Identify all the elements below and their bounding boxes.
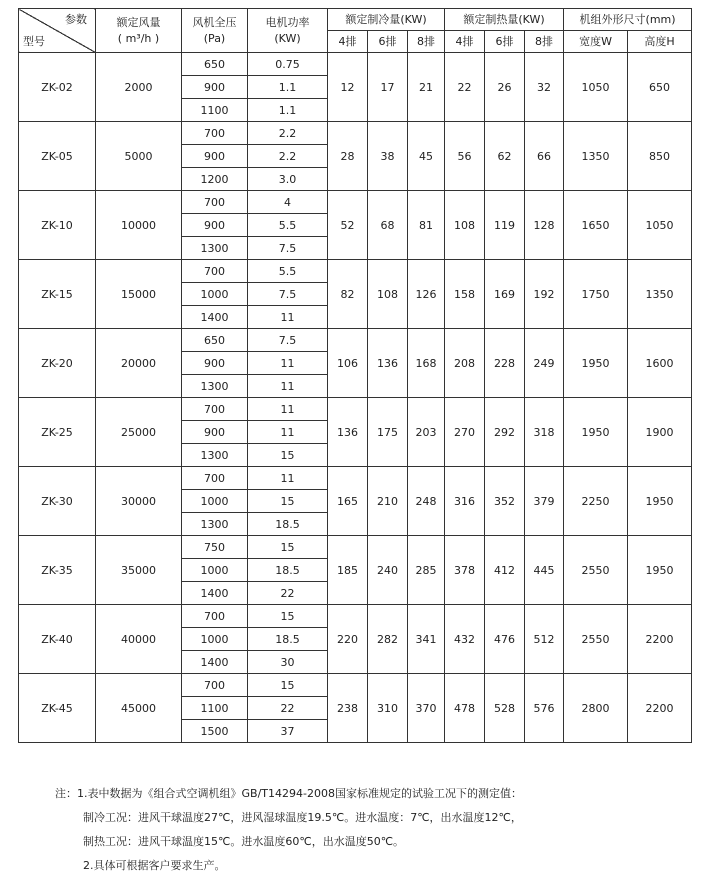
model-cell: ZK-05: [19, 122, 96, 191]
heating-cell: 22: [445, 53, 485, 122]
header-power-label: 电机功率: [265, 16, 310, 29]
note-line-2: 制冷工况：进风干球温度27℃，进风湿球温度19.5℃。进水温度：7℃，出水温度12℃，: [83, 811, 522, 824]
note-line-1: 注：1.表中数据为《组合式空调机组》GB/T14294-2008国家标准规定的试验工况下的测定值：: [55, 787, 522, 800]
table-row: [19, 122, 692, 145]
header-heating-6rows: 6排: [485, 31, 525, 53]
note-line-3: 制热工况：进风干球温度15℃。进水温度60℃，出水温度50℃。: [83, 835, 405, 848]
airflow-cell: 15000: [96, 260, 182, 329]
heating-cell: 528: [485, 674, 525, 743]
header-params: 参数: [65, 13, 87, 26]
header-power: [248, 9, 328, 53]
header-airflow: [96, 9, 182, 53]
power-cell: 5.5: [248, 214, 328, 237]
table-row: [19, 536, 692, 559]
cooling-cell: 68: [368, 191, 408, 260]
power-cell: 15: [248, 490, 328, 513]
pressure-cell: 1300: [182, 375, 248, 398]
heating-cell: 249: [525, 329, 564, 398]
pressure-cell: 900: [182, 145, 248, 168]
cooling-cell: 12: [328, 53, 368, 122]
power-cell: 4: [248, 191, 328, 214]
cooling-cell: 240: [368, 536, 408, 605]
airflow-cell: 35000: [96, 536, 182, 605]
model-cell: ZK-45: [19, 674, 96, 743]
pressure-cell: 1000: [182, 490, 248, 513]
width-cell: 2250: [564, 467, 628, 536]
height-cell: 2200: [628, 605, 692, 674]
heating-cell: 512: [525, 605, 564, 674]
heating-cell: 292: [485, 398, 525, 467]
pressure-cell: 700: [182, 191, 248, 214]
power-cell: 15: [248, 444, 328, 467]
width-cell: 1650: [564, 191, 628, 260]
pressure-cell: 700: [182, 122, 248, 145]
pressure-cell: 700: [182, 605, 248, 628]
model-cell: ZK-40: [19, 605, 96, 674]
height-cell: 1350: [628, 260, 692, 329]
power-cell: 30: [248, 651, 328, 674]
pressure-cell: 900: [182, 421, 248, 444]
table-row: [19, 191, 692, 214]
pressure-cell: 1000: [182, 559, 248, 582]
heating-cell: 208: [445, 329, 485, 398]
cooling-cell: 185: [328, 536, 368, 605]
power-cell: 11: [248, 375, 328, 398]
power-cell: 11: [248, 398, 328, 421]
header-pressure-label: 风机全压: [192, 16, 237, 29]
pressure-cell: 650: [182, 329, 248, 352]
width-cell: 2800: [564, 674, 628, 743]
header-heating: 额定制热量(KW): [445, 9, 564, 31]
cooling-cell: 126: [408, 260, 445, 329]
cooling-cell: 136: [328, 398, 368, 467]
model-cell: ZK-25: [19, 398, 96, 467]
table-row: [19, 398, 692, 421]
pressure-cell: 900: [182, 76, 248, 99]
power-cell: 11: [248, 467, 328, 490]
table-row: [19, 260, 692, 283]
spec-table: [18, 8, 692, 743]
height-cell: 1050: [628, 191, 692, 260]
heating-cell: 445: [525, 536, 564, 605]
heating-cell: 66: [525, 122, 564, 191]
header-width: 宽度W: [564, 31, 628, 53]
power-cell: 1.1: [248, 76, 328, 99]
width-cell: 1950: [564, 329, 628, 398]
cooling-cell: 282: [368, 605, 408, 674]
cooling-cell: 28: [328, 122, 368, 191]
header-heating-4rows: 4排: [445, 31, 485, 53]
airflow-cell: 10000: [96, 191, 182, 260]
cooling-cell: 175: [368, 398, 408, 467]
pressure-cell: 1400: [182, 306, 248, 329]
pressure-cell: 900: [182, 214, 248, 237]
heating-cell: 318: [525, 398, 564, 467]
cooling-cell: 248: [408, 467, 445, 536]
heating-cell: 26: [485, 53, 525, 122]
pressure-cell: 700: [182, 467, 248, 490]
pressure-cell: 1400: [182, 651, 248, 674]
height-cell: 2200: [628, 674, 692, 743]
power-cell: 2.2: [248, 122, 328, 145]
power-cell: 18.5: [248, 513, 328, 536]
power-cell: 11: [248, 421, 328, 444]
header-cooling-8rows: 8排: [408, 31, 445, 53]
cooling-cell: 285: [408, 536, 445, 605]
heating-cell: 316: [445, 467, 485, 536]
header-model: 型号: [23, 35, 45, 48]
pressure-cell: 700: [182, 398, 248, 421]
airflow-cell: 40000: [96, 605, 182, 674]
cooling-cell: 370: [408, 674, 445, 743]
model-cell: ZK-10: [19, 191, 96, 260]
airflow-cell: 5000: [96, 122, 182, 191]
heating-cell: 228: [485, 329, 525, 398]
power-cell: 22: [248, 582, 328, 605]
power-cell: 15: [248, 674, 328, 697]
pressure-cell: 1100: [182, 99, 248, 122]
cooling-cell: 238: [328, 674, 368, 743]
table-header: [19, 9, 692, 53]
power-cell: 1.1: [248, 99, 328, 122]
power-cell: 18.5: [248, 559, 328, 582]
cooling-cell: 45: [408, 122, 445, 191]
model-cell: ZK-30: [19, 467, 96, 536]
power-cell: 18.5: [248, 628, 328, 651]
model-cell: ZK-02: [19, 53, 96, 122]
cooling-cell: 52: [328, 191, 368, 260]
heating-cell: 128: [525, 191, 564, 260]
power-cell: 7.5: [248, 237, 328, 260]
heating-cell: 119: [485, 191, 525, 260]
heating-cell: 32: [525, 53, 564, 122]
pressure-cell: 1000: [182, 628, 248, 651]
cooling-cell: 21: [408, 53, 445, 122]
heating-cell: 169: [485, 260, 525, 329]
model-cell: ZK-35: [19, 536, 96, 605]
cooling-cell: 38: [368, 122, 408, 191]
header-height: 高度H: [628, 31, 692, 53]
power-cell: 11: [248, 352, 328, 375]
power-cell: 5.5: [248, 260, 328, 283]
airflow-cell: 45000: [96, 674, 182, 743]
heating-cell: 192: [525, 260, 564, 329]
heating-cell: 56: [445, 122, 485, 191]
header-cooling-6rows: 6排: [368, 31, 408, 53]
pressure-cell: 1300: [182, 237, 248, 260]
cooling-cell: 136: [368, 329, 408, 398]
power-cell: 15: [248, 605, 328, 628]
cooling-cell: 341: [408, 605, 445, 674]
cooling-cell: 168: [408, 329, 445, 398]
heating-cell: 108: [445, 191, 485, 260]
pressure-cell: 700: [182, 260, 248, 283]
cooling-cell: 108: [368, 260, 408, 329]
width-cell: 1750: [564, 260, 628, 329]
pressure-cell: 1100: [182, 697, 248, 720]
airflow-cell: 20000: [96, 329, 182, 398]
power-cell: 11: [248, 306, 328, 329]
model-cell: ZK-15: [19, 260, 96, 329]
height-cell: 1600: [628, 329, 692, 398]
pressure-cell: 650: [182, 53, 248, 76]
pressure-cell: 1500: [182, 720, 248, 743]
header-cooling-4rows: 4排: [328, 31, 368, 53]
cooling-cell: 17: [368, 53, 408, 122]
header-pressure-unit: (Pa): [203, 32, 226, 45]
header-size: 机组外形尺寸(mm): [564, 9, 692, 31]
table-row: [19, 53, 692, 76]
cooling-cell: 310: [368, 674, 408, 743]
power-cell: 7.5: [248, 283, 328, 306]
power-cell: 37: [248, 720, 328, 743]
height-cell: 1950: [628, 467, 692, 536]
note-line-4: 2.具体可根据客户要求生产。: [83, 859, 226, 872]
pressure-cell: 1300: [182, 513, 248, 536]
power-cell: 2.2: [248, 145, 328, 168]
height-cell: 650: [628, 53, 692, 122]
cooling-cell: 106: [328, 329, 368, 398]
airflow-cell: 25000: [96, 398, 182, 467]
pressure-cell: 1000: [182, 283, 248, 306]
heating-cell: 62: [485, 122, 525, 191]
airflow-cell: 30000: [96, 467, 182, 536]
header-cooling: 额定制冷量(KW): [328, 9, 445, 31]
width-cell: 2550: [564, 536, 628, 605]
heating-cell: 576: [525, 674, 564, 743]
cooling-cell: 165: [328, 467, 368, 536]
header-power-unit: (KW): [274, 32, 301, 45]
table-body: [19, 53, 692, 743]
heating-cell: 158: [445, 260, 485, 329]
cooling-cell: 82: [328, 260, 368, 329]
width-cell: 1350: [564, 122, 628, 191]
power-cell: 7.5: [248, 329, 328, 352]
table-row: [19, 674, 692, 697]
table-row: [19, 467, 692, 490]
pressure-cell: 1400: [182, 582, 248, 605]
header-heating-8rows: 8排: [525, 31, 564, 53]
power-cell: 3.0: [248, 168, 328, 191]
height-cell: 1950: [628, 536, 692, 605]
heating-cell: 379: [525, 467, 564, 536]
header-airflow-unit: ( m³/h ): [117, 32, 160, 45]
width-cell: 1950: [564, 398, 628, 467]
heating-cell: 412: [485, 536, 525, 605]
diagonal-header-cell: [19, 9, 96, 53]
heating-cell: 476: [485, 605, 525, 674]
cooling-cell: 220: [328, 605, 368, 674]
cooling-cell: 81: [408, 191, 445, 260]
power-cell: 15: [248, 536, 328, 559]
pressure-cell: 1200: [182, 168, 248, 191]
table-row: [19, 605, 692, 628]
pressure-cell: 750: [182, 536, 248, 559]
heating-cell: 378: [445, 536, 485, 605]
airflow-cell: 2000: [96, 53, 182, 122]
heating-cell: 432: [445, 605, 485, 674]
width-cell: 1050: [564, 53, 628, 122]
header-pressure: [182, 9, 248, 53]
height-cell: 850: [628, 122, 692, 191]
heating-cell: 478: [445, 674, 485, 743]
pressure-cell: 700: [182, 674, 248, 697]
heating-cell: 270: [445, 398, 485, 467]
pressure-cell: 1300: [182, 444, 248, 467]
header-airflow-label: 额定风量: [116, 16, 161, 29]
height-cell: 1900: [628, 398, 692, 467]
power-cell: 22: [248, 697, 328, 720]
heating-cell: 352: [485, 467, 525, 536]
power-cell: 0.75: [248, 53, 328, 76]
model-cell: ZK-20: [19, 329, 96, 398]
cooling-cell: 210: [368, 467, 408, 536]
notes: [55, 782, 522, 878]
table-row: [19, 329, 692, 352]
pressure-cell: 900: [182, 352, 248, 375]
cooling-cell: 203: [408, 398, 445, 467]
width-cell: 2550: [564, 605, 628, 674]
